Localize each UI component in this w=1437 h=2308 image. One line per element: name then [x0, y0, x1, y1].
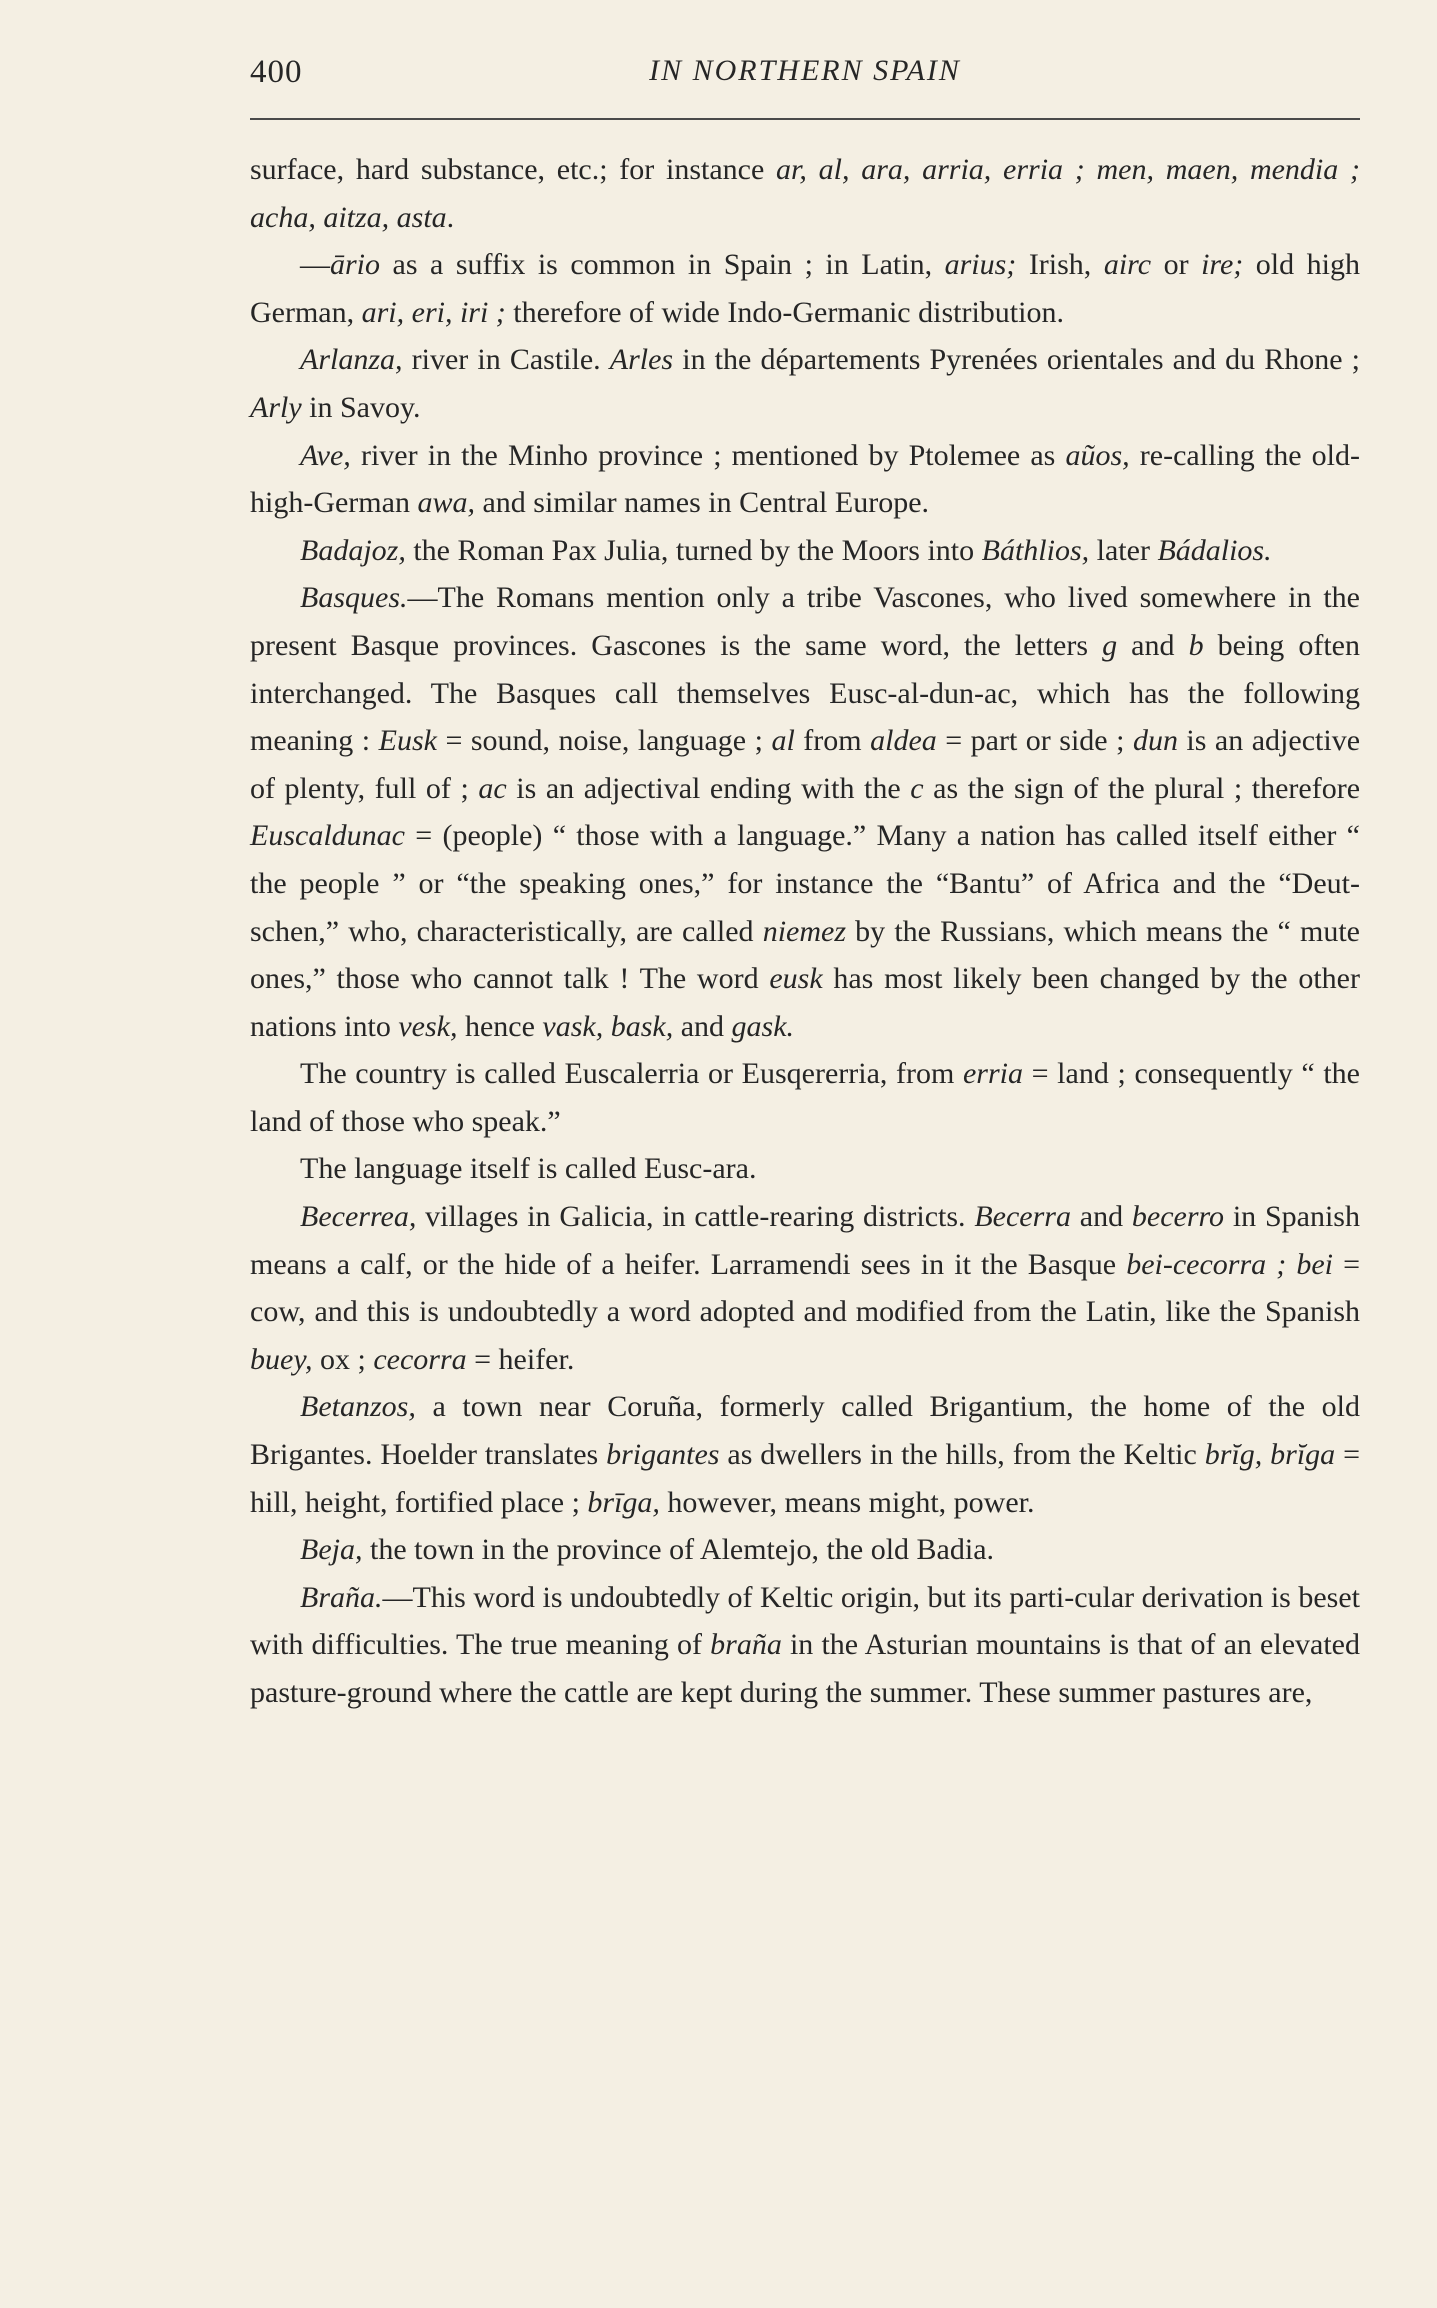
paragraph — [250, 1193, 1360, 1383]
text-run: or — [1151, 248, 1202, 282]
paragraph — [250, 1526, 1360, 1574]
italic-term: Arlanza, — [300, 343, 403, 377]
paragraph — [250, 241, 1360, 336]
text-run: = cow, and this is undoubtedly a word adopted and modified from the Latin, like the Spanish — [250, 1247, 1360, 1329]
italic-term: brigantes — [606, 1438, 720, 1472]
italic-term: Becerra — [974, 1200, 1071, 1234]
text-run: therefore of wide Indo-Germanic distribution. — [505, 295, 1064, 329]
text-run: the Roman Pax Julia, turned by the Moors into — [405, 533, 982, 567]
italic-term: Arly — [250, 390, 302, 424]
italic-term: brĭg, brĭga — [1204, 1438, 1336, 1472]
text-run: and — [673, 1009, 732, 1043]
paragraph — [250, 336, 1360, 431]
text-run: = sound, noise, language ; — [436, 724, 772, 758]
italic-term: braña — [710, 1628, 782, 1662]
italic-term: buey, — [250, 1342, 313, 1376]
text-run: is an adjectival ending with the — [506, 771, 911, 805]
text-run: The language itself is called Eusc-ara. — [300, 1152, 757, 1186]
text-run: and — [1070, 1200, 1132, 1234]
running-header — [250, 50, 1360, 120]
text-run: in the départements Pyrenées orientales and du Rhone ; — [673, 343, 1360, 377]
text-run: later — [1089, 533, 1158, 567]
italic-term: g — [1102, 628, 1118, 662]
text-run: = heifer. — [466, 1342, 575, 1376]
text-run: has most likely been changed by the other nations into — [250, 962, 1360, 1043]
italic-term: Betanzos, — [300, 1390, 416, 1424]
text-run: river in Castile. — [402, 343, 610, 377]
italic-term: aldea — [870, 724, 937, 758]
text-run: being often interchanged. The Basques call themselves Eusc-al-dun-ac, which has the following meaning : — [250, 628, 1360, 758]
italic-term: cecorra — [373, 1342, 467, 1376]
paragraph — [250, 527, 1360, 575]
italic-term: Eusk — [378, 724, 437, 758]
italic-term: gask. — [731, 1009, 795, 1043]
text-run: the town in the province of Alemtejo, the old Badia. — [362, 1533, 995, 1567]
text-run: as a suffix is common in Spain ; in Latin, — [380, 248, 945, 282]
text-run: —This word is undoubtedly of Keltic origin, but its parti-cular derivation is beset with difficulties. The true meaning of — [250, 1580, 1360, 1662]
text-run: = hill, height, fortified place ; — [250, 1438, 1360, 1519]
text-run: in the Asturian mountains is that of an elevated pasture-ground where the cattle are kept during the summer. These summer pastures are, — [250, 1628, 1360, 1709]
italic-term: c — [910, 771, 924, 805]
text-run: however, means might, power. — [659, 1485, 1035, 1519]
italic-term: Ave, — [300, 438, 351, 472]
italic-term: airc — [1103, 248, 1152, 282]
text-run: by the Russians, which means the “ mute ones,” those who cannot talk ! The word — [250, 914, 1360, 996]
text-run: as the sign of the plural ; therefore — [923, 771, 1361, 805]
italic-term: eusk — [769, 962, 823, 996]
italic-term: vask, bask, — [542, 1009, 674, 1043]
italic-term: Badajoz, — [300, 533, 406, 567]
text-run: and similar names in Central Europe. — [474, 486, 930, 520]
paragraph — [250, 1145, 1360, 1193]
italic-term: aũos, — [1065, 438, 1130, 472]
italic-term: erria — [962, 1057, 1023, 1091]
body-text — [250, 146, 1360, 1717]
italic-term: becerro — [1131, 1200, 1225, 1234]
italic-term: Basques. — [300, 581, 408, 615]
italic-term: dun — [1132, 724, 1178, 758]
text-run: as dwellers in the hills, from the Keltic — [719, 1438, 1205, 1472]
italic-term: brīga, — [587, 1485, 660, 1519]
italic-term: awa, — [417, 486, 475, 520]
italic-term: Bádalios. — [1157, 533, 1272, 567]
italic-term: ārio — [330, 248, 381, 282]
paragraph — [250, 1574, 1360, 1717]
paragraph — [250, 574, 1360, 1050]
italic-term: Braña. — [300, 1580, 383, 1614]
text-run: = (people) “ those with a language.” Many a nation has called itself either “ the people ” or “the speaking ones,” for instance the “Bantu” of Africa and the “Deut-schen,” who, characteristically, are called — [250, 819, 1360, 948]
text-run: is an adjective of plenty, full of ; — [250, 724, 1361, 805]
text-run: The country is called Euscalerria or Eusqererria, from — [300, 1057, 963, 1091]
italic-term: Arles — [609, 343, 674, 377]
header-rule — [250, 118, 1360, 120]
text-run: from — [794, 724, 871, 758]
paragraph — [250, 1050, 1360, 1145]
text-run: river in the Minho province ; mentioned by Ptolemee as — [350, 438, 1066, 472]
text-run: in Spanish means a calf, or the hide of a heifer. Larramendi sees in it the Basque — [250, 1200, 1360, 1281]
page-number: 400 — [250, 54, 303, 90]
text-run: villages in Galicia, in cattle-rearing districts. — [416, 1200, 975, 1234]
text-run: re-calling the old-high-German — [250, 438, 1360, 520]
text-run: = part or side ; — [936, 724, 1133, 758]
text-run: = land ; consequently “ the land of those who speak.” — [250, 1057, 1360, 1138]
paragraph — [250, 1383, 1360, 1526]
italic-term: niemez — [762, 914, 847, 948]
italic-term: ac — [478, 771, 507, 805]
italic-term: Báthlios, — [981, 533, 1090, 567]
italic-term: Beja, — [300, 1533, 363, 1567]
italic-term: ari, eri, iri ; — [361, 295, 506, 329]
text-run: in Savoy. — [301, 390, 421, 424]
italic-term: b — [1188, 628, 1204, 662]
italic-term: ire; — [1201, 248, 1244, 282]
text-run: Irish, — [1028, 248, 1104, 282]
text-run: surface, hard substance, etc.; for instance — [250, 153, 777, 186]
text-run: hence — [457, 1009, 543, 1043]
italic-term: Becerrea, — [300, 1200, 417, 1234]
running-title: IN NORTHERN SPAIN — [649, 54, 961, 87]
text-run: and — [1117, 628, 1189, 662]
italic-term: arius; — [944, 248, 1029, 282]
text-run: . — [446, 200, 455, 234]
text-run: — — [300, 248, 330, 282]
text-run: ox ; — [312, 1342, 374, 1376]
italic-term: bei-cecorra ; bei — [1126, 1247, 1333, 1281]
text-run: —The Romans mention only a tribe Vascones, who lived somewhere in the present Basque provinces. Gascones is the same word, the letters — [250, 581, 1360, 662]
text-run: old high German, — [250, 248, 1360, 329]
italic-term: al — [771, 724, 795, 758]
italic-term: Euscaldunac — [250, 819, 405, 853]
paragraph — [250, 432, 1360, 527]
italic-term: ar, al, ara, arria, erria ; men, maen, mendia ; acha, aitza, asta — [250, 153, 1360, 234]
paragraph — [250, 146, 1360, 241]
italic-term: vesk, — [398, 1009, 458, 1043]
text-run: a town near Coruña, formerly called Brigantium, the home of the old Brigantes. Hoelder translates — [250, 1390, 1360, 1472]
